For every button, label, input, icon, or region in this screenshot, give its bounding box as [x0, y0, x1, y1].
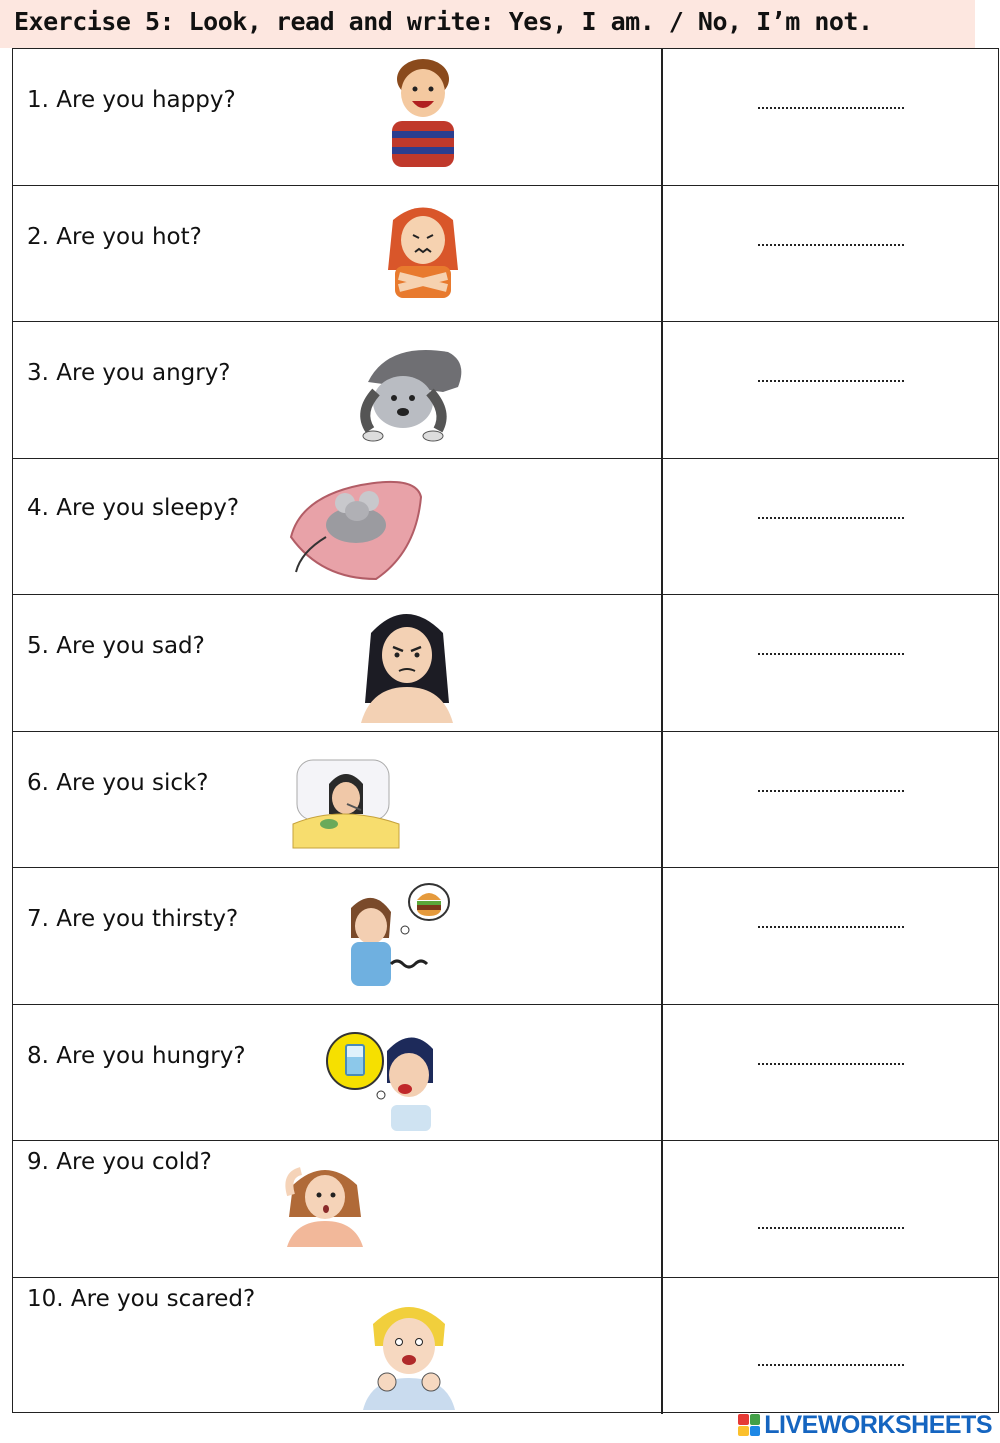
question-9: 9. Are you cold? — [27, 1149, 212, 1175]
table-row — [13, 322, 998, 459]
answer-field-9[interactable] — [758, 1227, 904, 1229]
logo-mark-icon — [738, 1414, 760, 1436]
angry-girl-icon — [351, 603, 463, 727]
question-8: 8. Are you hungry? — [27, 1042, 246, 1069]
column-divider — [661, 868, 663, 1004]
mouse-on-pillow-icon — [281, 467, 429, 593]
question-1: 1. Are you happy? — [27, 87, 236, 113]
answer-field-1[interactable] — [758, 107, 904, 109]
answer-field-4[interactable] — [758, 517, 904, 519]
question-3: 3. Are you angry? — [27, 360, 231, 386]
question-10: 10. Are you scared? — [27, 1285, 256, 1312]
tired-dog-icon — [348, 332, 473, 448]
answer-field-2[interactable] — [758, 244, 904, 246]
table-row — [13, 1005, 998, 1142]
question-6: 6. Are you sick? — [27, 769, 209, 796]
answer-field-8[interactable] — [758, 1063, 904, 1065]
table-row — [13, 732, 998, 869]
liveworksheets-logo — [738, 1410, 992, 1439]
column-divider — [661, 459, 663, 595]
question-5: 5. Are you sad? — [27, 633, 205, 659]
column-divider — [661, 1278, 663, 1415]
answer-field-10[interactable] — [758, 1364, 904, 1366]
answer-field-3[interactable] — [758, 380, 904, 382]
column-divider — [661, 1141, 663, 1277]
table-row — [13, 868, 998, 1005]
question-7: 7. Are you thirsty? — [27, 906, 239, 932]
smiling-boy-icon — [378, 53, 468, 173]
table-row — [13, 49, 998, 186]
thirsty-boy-water-icon — [325, 1025, 445, 1137]
sick-in-bed-icon — [291, 744, 403, 860]
question-2: 2. Are you hot? — [27, 223, 202, 250]
exercise-title: Exercise 5: Look, read and write: Yes, I am. / No, I’m not. — [14, 7, 873, 36]
column-divider — [661, 186, 663, 322]
table-row — [13, 1141, 998, 1278]
table-row — [13, 459, 998, 596]
column-divider — [661, 595, 663, 731]
answer-field-7[interactable] — [758, 926, 904, 928]
logo-text: LIVEWORKSHEETS — [764, 1410, 992, 1439]
answer-field-5[interactable] — [758, 653, 904, 655]
title-banner — [0, 0, 975, 48]
table-row — [13, 1278, 998, 1415]
column-divider — [661, 732, 663, 868]
table-row — [13, 595, 998, 732]
hungry-girl-burger-icon — [333, 878, 453, 994]
worksheet-table — [12, 48, 999, 1413]
column-divider — [661, 49, 663, 185]
scared-boy-icon — [353, 1290, 465, 1414]
question-4: 4. Are you sleepy? — [27, 494, 240, 521]
answer-field-6[interactable] — [758, 790, 904, 792]
worried-girl-icon — [279, 1155, 371, 1251]
column-divider — [661, 1005, 663, 1141]
shivering-girl-icon — [373, 200, 473, 304]
table-row — [13, 186, 998, 323]
column-divider — [661, 322, 663, 458]
